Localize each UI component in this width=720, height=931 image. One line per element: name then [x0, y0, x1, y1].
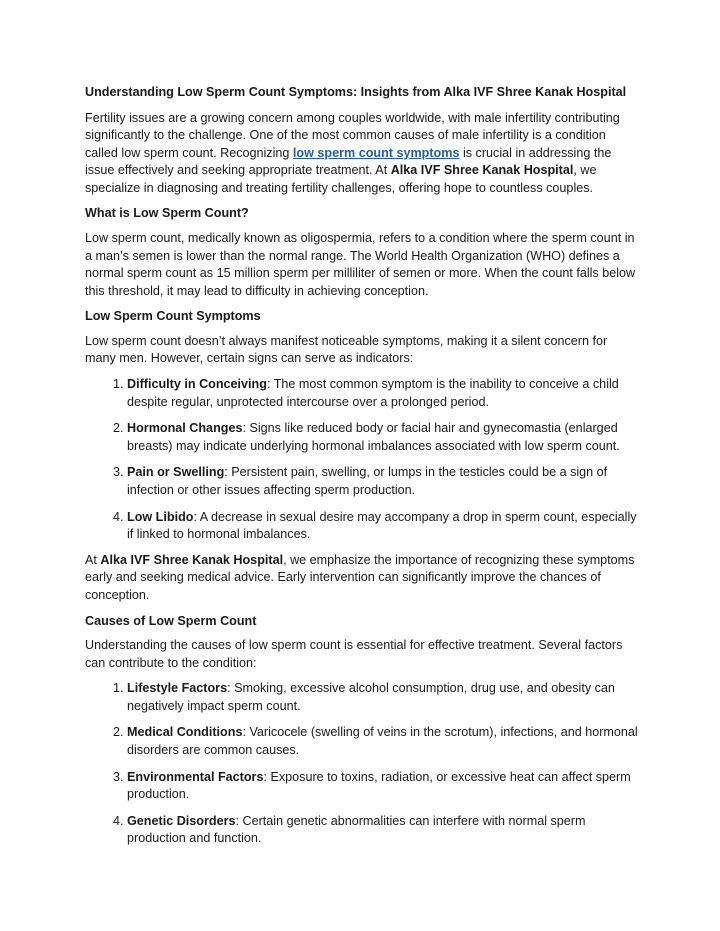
list-item-term: Hormonal Changes	[127, 421, 243, 436]
list-item-term: Lifestyle Factors	[127, 681, 228, 696]
closing-prefix: At	[85, 552, 101, 567]
list-item-term: Medical Conditions	[127, 725, 243, 740]
list-item-text: : Varicocele (swelling of veins in the scrotum), infections, and hormonal disorders are common causes.	[127, 725, 638, 758]
intro-text-3: , we specialize in diagnosing and treating fertility challenges, offering hope to countless couples.	[85, 163, 597, 195]
list-item-term: Difficulty in Conceiving	[127, 377, 267, 392]
list-item-text: : Smoking, excessive alcohol consumption, drug use, and obesity can negatively impact sperm count.	[127, 681, 615, 713]
list-item-term: Environmental Factors	[127, 769, 264, 784]
symptoms-list	[85, 376, 640, 544]
list-item	[127, 420, 640, 455]
intro-hospital-name: Alka IVF Shree Kanak Hospital	[390, 163, 574, 178]
list-item	[127, 724, 640, 759]
list-item-text: : Signs like reduced body or facial hair and gynecomastia (enlarged breasts) may indicate underlying hormonal imbalances associated with low sperm count.	[127, 421, 620, 453]
list-item	[127, 680, 640, 715]
article-body	[85, 84, 640, 856]
symptoms-intro: Low sperm count doesn’t always manifest noticeable symptoms, making it a silent concern for many men. However, certain signs can serve as indicators:	[85, 333, 608, 366]
symptoms-closing	[85, 552, 640, 605]
intro-text-1: Fertility issues are a growing concern among couples worldwide, with male infertility contributing significantly to the challenge. One of the most common causes of male infertility is a condition called low sperm count. Recognizing	[85, 110, 620, 160]
list-item	[127, 509, 640, 544]
symptoms-heading: Low Sperm Count Symptoms	[85, 309, 261, 324]
list-item-text: : Certain genetic abnormalities can interfere with normal sperm production and function.	[127, 813, 586, 846]
list-item	[127, 464, 640, 499]
low-sperm-count-symptoms-link[interactable]: low sperm count symptoms	[292, 145, 460, 160]
list-item-text: : The most common symptom is the inability to conceive a child despite regular, unprotected intercourse over a prolonged period.	[127, 377, 619, 409]
list-item	[127, 813, 640, 848]
what-is-paragraph: Low sperm count, medically known as oligospermia, refers to a condition where the sperm count in a man’s semen is lower than the normal range. The World Health Organization (WHO) defines a normal sperm count as 15 million sperm per milliliter of semen or more. When the count falls below this threshold, it may lead to difficulty in achieving conception.	[85, 230, 636, 298]
intro-paragraph	[85, 110, 640, 198]
list-item-text: : A decrease in sexual desire may accompany a drop in sperm count, especially if linked to hormonal imbalances.	[127, 509, 637, 542]
list-item-text: : Exposure to toxins, radiation, or excessive heat can affect sperm production.	[127, 769, 631, 802]
list-item-term: Low Libido	[127, 509, 194, 524]
closing-hospital-name: Alka IVF Shree Kanak Hospital	[100, 552, 284, 567]
article-title: Understanding Low Sperm Count Symptoms: Insights from Alka IVF Shree Kanak Hospital	[85, 85, 627, 99]
list-item	[127, 376, 640, 411]
list-item	[127, 769, 640, 804]
causes-heading: Causes of Low Sperm Count	[85, 613, 257, 628]
list-item-term: Genetic Disorders	[127, 813, 236, 828]
list-item-term: Pain or Swelling	[127, 465, 225, 480]
list-item-text: : Persistent pain, swelling, or lumps in the testicles could be a sign of infection or other issues affecting sperm production.	[127, 465, 608, 497]
causes-intro: Understanding the causes of low sperm count is essential for effective treatment. Several factors can contribute to the condition:	[85, 638, 623, 670]
what-is-heading: What is Low Sperm Count?	[85, 206, 249, 221]
closing-text: , we emphasize the importance of recognizing these symptoms early and seeking medical advice. Early intervention can significantly improve the chances of conception.	[85, 552, 635, 602]
causes-list	[85, 680, 640, 848]
intro-text-2: is crucial in addressing the issue effectively and seeking appropriate treatment. At	[85, 145, 612, 178]
